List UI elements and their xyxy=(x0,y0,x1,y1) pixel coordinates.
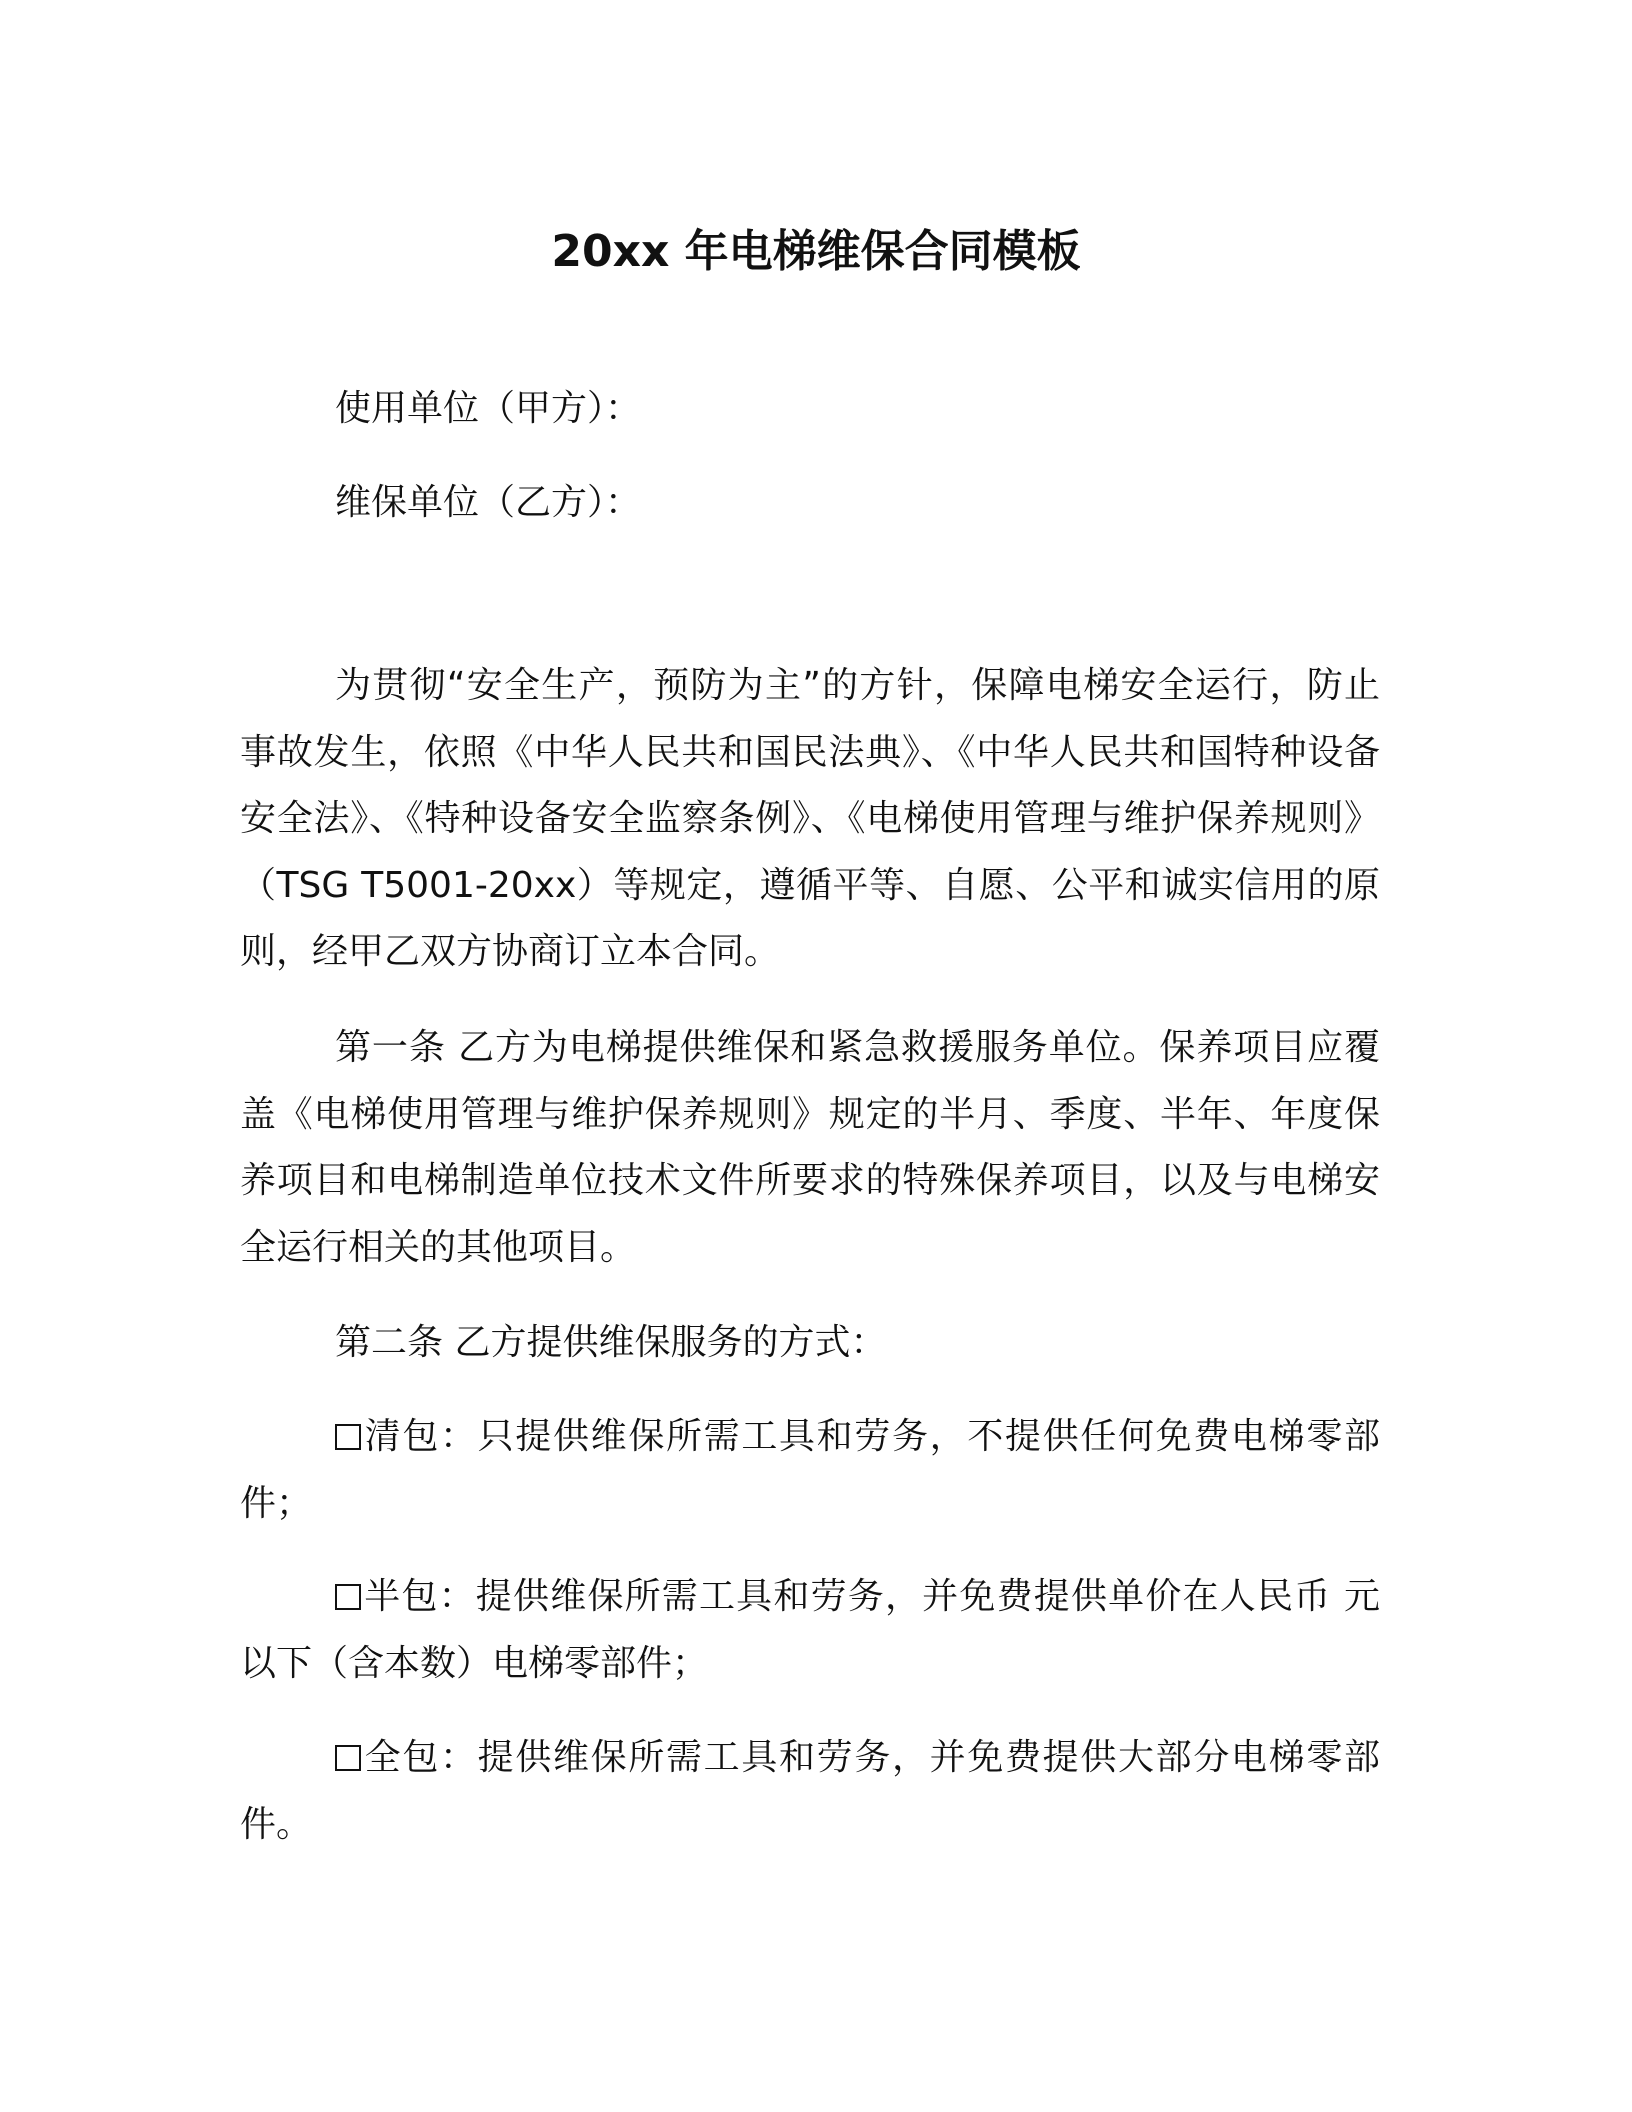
article-1-paragraph: 第一条 乙方为电梯提供维保和紧急救援服务单位。保养项目应覆盖《电梯使用管理与维护保养规则》规定的半月、季度、半年、年度保养项目和电梯制造单位技术文件所要求的特殊保养项目，以及与电梯安全运行相关的其他项目。 xyxy=(240,1027,1380,1268)
option-half-package xyxy=(240,1564,1380,1697)
option-full-package-block xyxy=(240,1725,1380,1858)
party-b-label: 维保单位（乙方）： xyxy=(335,482,642,523)
intro-paragraph-block xyxy=(240,653,1380,986)
option-half-package-text: 半包：提供维保所需工具和劳务，并免费提供单价在人民币 元以下（含本数）电梯零部件； xyxy=(240,1576,1380,1684)
checkbox-icon[interactable] xyxy=(335,1584,361,1610)
option-half-package-block xyxy=(240,1564,1380,1697)
option-clean-package-text: 清包：只提供维保所需工具和劳务，不提供任何免费电梯零部件； xyxy=(240,1416,1380,1524)
option-clean-package-block xyxy=(240,1404,1380,1537)
checkbox-icon[interactable] xyxy=(335,1424,361,1450)
article-1-block xyxy=(240,1015,1380,1281)
intro-paragraph: 为贯彻“安全生产，预防为主”的方针，保障电梯安全运行，防止事故发生，依照《中华人民共和国民法典》、《中华人民共和国特种设备安全法》、《特种设备安全监察条例》、《电梯使用管理与维护保养规则》（TSG T5001-20xx）等规定，遵循平等、自愿、公平和诚实信用的原则，经甲乙双方协商订立本合同。 xyxy=(240,665,1380,973)
option-clean-package xyxy=(240,1404,1380,1537)
option-full-package-text: 全包：提供维保所需工具和劳务，并免费提供大部分电梯零部件。 xyxy=(240,1737,1380,1845)
party-a-label: 使用单位（甲方）： xyxy=(335,388,642,429)
checkbox-icon[interactable] xyxy=(335,1745,361,1771)
article-2-block xyxy=(240,1310,1380,1377)
document-title: 20xx 年电梯维保合同模板 xyxy=(551,226,1081,277)
article-2-paragraph: 第二条 乙方提供维保服务的方式： xyxy=(335,1322,887,1363)
option-full-package xyxy=(240,1725,1380,1858)
